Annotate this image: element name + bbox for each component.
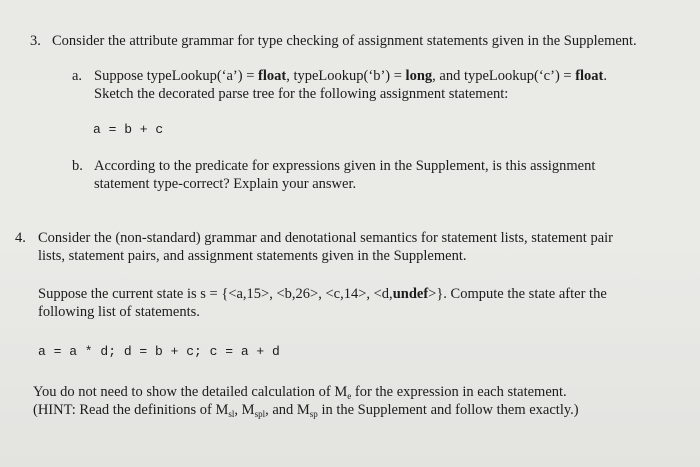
q4-intro2: lists, statement pairs, and assignment statements given in the Supplement. [38, 248, 467, 264]
q3b-line2: statement type-correct? Explain your answer. [94, 176, 357, 192]
q3a-label: a. [72, 68, 83, 84]
q4-intro1: Consider the (non-standard) grammar and denotational semantics for statement lists, statement pair [38, 230, 614, 246]
q4-state-line1: Suppose the current state is s = {<a,15>, <b,26>, <c,14>, <d,undef>}. Compute the state after the [38, 286, 607, 302]
q3a-line2: Sketch the decorated parse tree for the following assignment statement: [94, 86, 509, 102]
q3a-line1: Suppose typeLookup(‘a’) = float, typeLookup(‘b’) = long, and typeLookup(‘c’) = float. [94, 68, 608, 84]
q4-code: a = a * d; d = b + c; c = a + d [38, 344, 280, 359]
q4-state-line2: following list of statements. [38, 304, 200, 320]
q3b-line1: According to the predicate for expressions given in the Supplement, is this assignment [94, 158, 596, 174]
q3-intro: Consider the attribute grammar for type checking of assignment statements given in the Supplement. [52, 33, 637, 49]
q4-note: You do not need to show the detailed calculation of $M_e$ for the expression in each statement. [33, 384, 567, 401]
q3-number: 3. [30, 33, 41, 49]
q3b-label: b. [72, 158, 83, 174]
q4-hint: (HINT: Read the definitions of $M_{sl}$, $M_{spl}$, and $M_{sp}$ in the Supplement and follow them exactly.) [33, 402, 579, 419]
q3a-code: a = b + c [93, 122, 164, 137]
q4-number: 4. [15, 230, 26, 246]
